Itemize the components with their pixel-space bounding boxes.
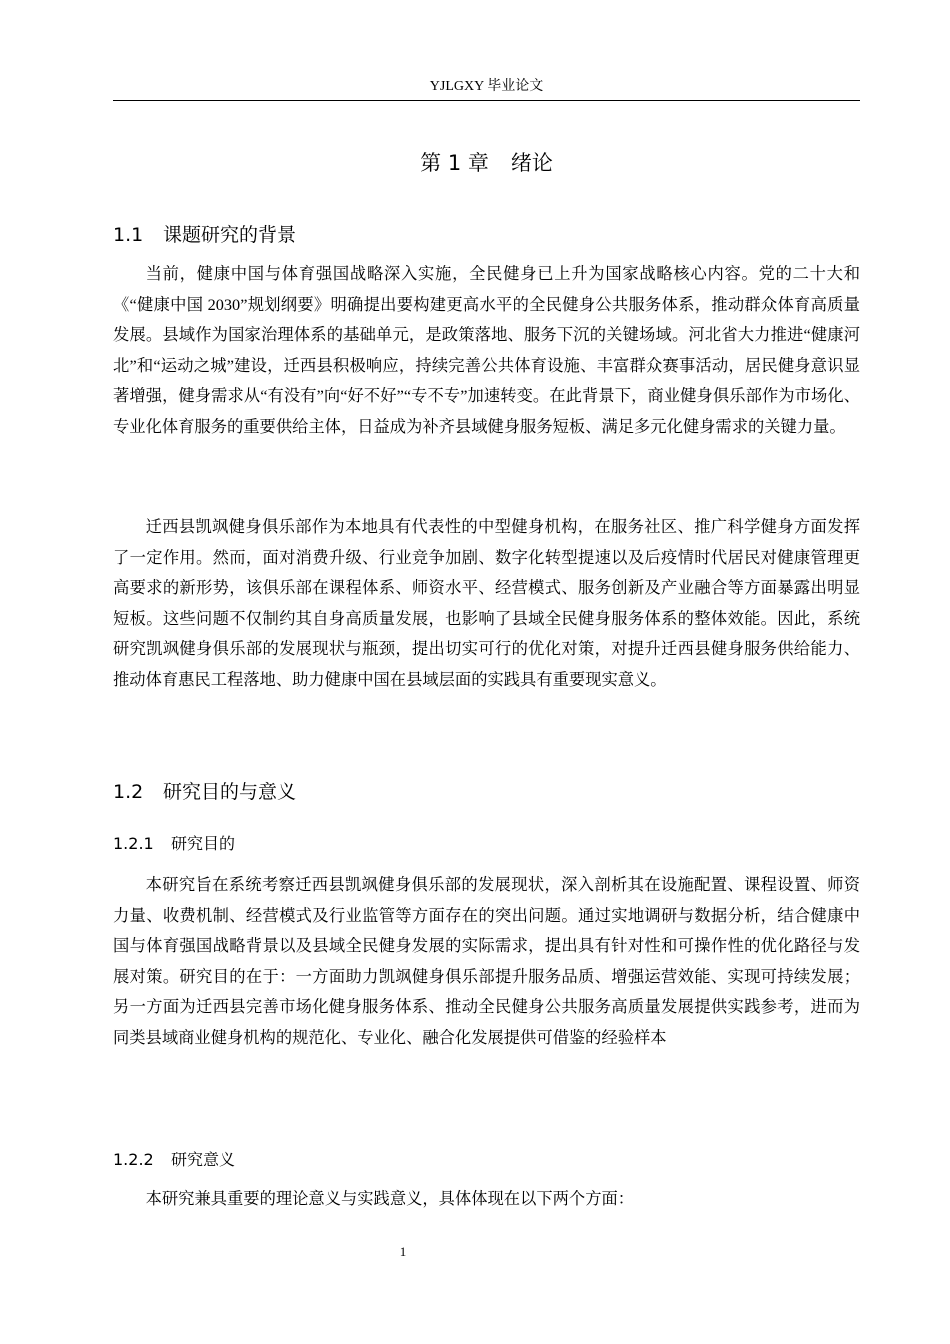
paragraph-research-purpose: 本研究旨在系统考察迁西县凯飒健身俱乐部的发展现状，深入剖析其在设施配置、课程设置、师资力量、收费机制、经营模式及行业监管等方面存在的突出问题。通过实地调研与数据分析，结合健康中国与体育强国战略背景以及县域全民健身发展的实际需求，提出具有针对性和可操作性的优化路径与发展对策。研究目的在于：一方面助力凯飒健身俱乐部提升服务品质、增强运营效能、实现可持续发展；另一方面为迁西县完善市场化健身服务体系、推动全民健身公共服务高质量发展提供实践参考，进而为同类县域商业健身机构的规范化、专业化、融合化发展提供可借鉴的经验样本 (113, 875, 860, 1047)
subsection-heading-1-2-2 (113, 1150, 235, 1170)
subsection-title: 研究目的 (171, 834, 236, 853)
section-number: 1.1 (113, 224, 144, 246)
section-heading-1-2 (113, 780, 296, 804)
paragraph-research-significance: 本研究兼具重要的理论意义与实践意义，具体体现在以下两个方面： (145, 1189, 635, 1208)
subsection-title: 研究意义 (171, 1150, 236, 1169)
section-title: 研究目的与意义 (163, 781, 297, 803)
section-title: 课题研究的背景 (163, 224, 297, 246)
page-number: 1 (399, 1244, 407, 1259)
running-header: YJLGXY 毕业论文 (429, 79, 544, 94)
subsection-number: 1.2.2 (113, 1150, 154, 1169)
paragraph-background-1: 当前，健康中国与体育强国战略深入实施，全民健身已上升为国家战略核心内容。党的二十大和《“健康中国 2030”规划纲要》明确提出要构建更高水平的全民健身公共服务体系，推动群众体育高质量发展。县域作为国家治理体系的基础单元，是政策落地、服务下沉的关键场域。河北省大力推进“健康河北”和“运动之城”建设，迁西县积极响应，持续完善公共体育设施、丰富群众赛事活动，居民健身意识显著增强，健身需求从“有没有”向“好不好”“专不专”加速转变。在此背景下，商业健身俱乐部作为市场化、专业化体育服务的重要供给主体，日益成为补齐县域健身服务短板、满足多元化健身需求的关键力量。 (113, 264, 860, 436)
chapter-name: 绪论 (510, 151, 553, 175)
paragraph-background-2: 迁西县凯飒健身俱乐部作为本地具有代表性的中型健身机构，在服务社区、推广科学健身方面发挥了一定作用。然而，面对消费升级、行业竞争加剧、数字化转型提速以及后疫情时代居民对健康管理更高要求的新形势，该俱乐部在课程体系、师资水平、经营模式、服务创新及产业融合等方面暴露出明显短板。这些问题不仅制约其自身高质量发展，也影响了县域全民健身服务体系的整体效能。因此，系统研究凯飒健身俱乐部的发展现状与瓶颈，提出切实可行的优化对策，对提升迁西县健身服务供给能力、推动体育惠民工程落地、助力健康中国在县域层面的实践具有重要现实意义。 (113, 517, 860, 689)
chapter-title (113, 150, 860, 176)
section-number: 1.2 (113, 781, 144, 803)
chapter-number: 第 1 章 (420, 151, 489, 175)
section-heading-1-1 (113, 223, 296, 247)
subsection-number: 1.2.1 (113, 834, 154, 853)
header-rule (113, 100, 860, 101)
subsection-heading-1-2-1 (113, 834, 235, 854)
